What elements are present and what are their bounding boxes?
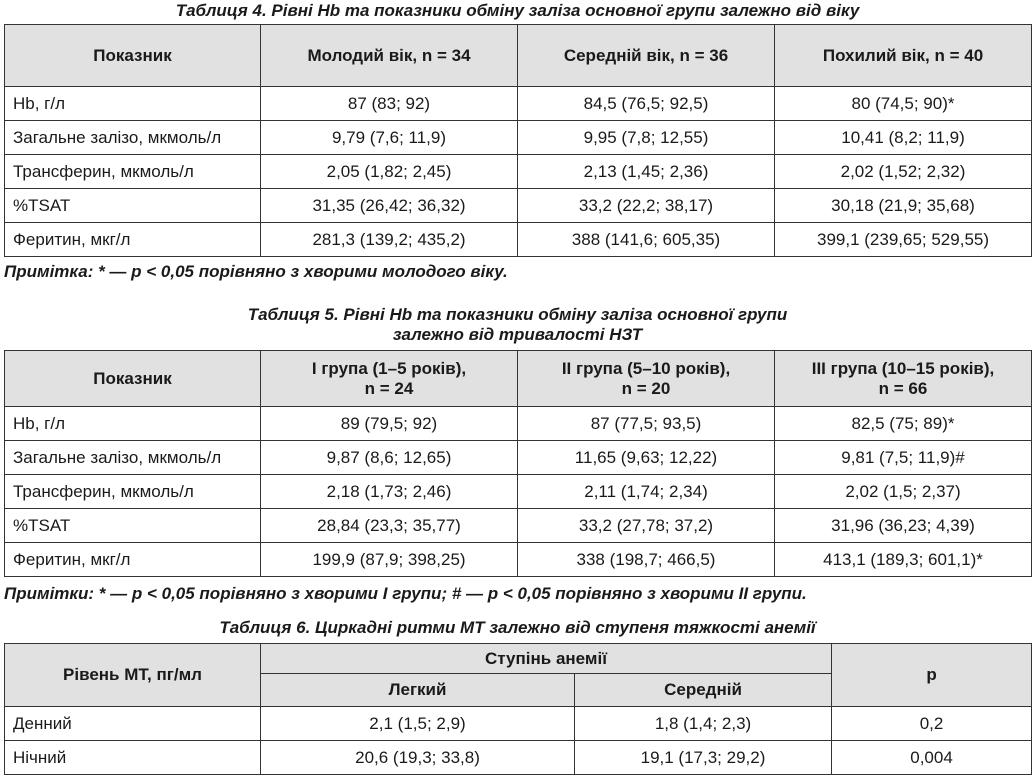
- table-cell: Hb, г/л: [5, 87, 261, 121]
- table-cell: 31,96 (36,23; 4,39): [775, 509, 1032, 543]
- table4-header-cell: Показник: [5, 25, 261, 87]
- table-cell: 0,004: [832, 741, 1032, 775]
- table-cell: Феритин, мкг/л: [5, 223, 261, 257]
- table-cell: 82,5 (75; 89)*: [775, 407, 1032, 441]
- table5-header-cell: [261, 351, 518, 407]
- table-cell: 11,65 (9,63; 12,22): [518, 441, 775, 475]
- table-cell: Нічний: [5, 741, 261, 775]
- table6-header-level: Рівень МТ, пг/мл: [5, 644, 261, 707]
- table-cell: 20,6 (19,3; 33,8): [261, 741, 575, 775]
- table-cell: 19,1 (17,3; 29,2): [575, 741, 832, 775]
- header-text: II група (5–10 років),: [561, 358, 731, 378]
- table-cell: 281,3 (139,2; 435,2): [261, 223, 518, 257]
- table5: [4, 350, 1032, 577]
- table-cell: 80 (74,5; 90)*: [775, 87, 1032, 121]
- table5-note: Примітки: * — p < 0,05 порівняно з хворими I групи; # — p < 0,05 порівняно з хворими II групи.: [4, 584, 807, 603]
- table-cell: 338 (198,7; 466,5): [518, 543, 775, 577]
- table-cell: 399,1 (239,65; 529,55): [775, 223, 1032, 257]
- table-cell: Трансферин, мкмоль/л: [5, 155, 261, 189]
- table-cell: 2,18 (1,73; 2,46): [261, 475, 518, 509]
- table-row: [5, 87, 1032, 121]
- table-row: [5, 155, 1032, 189]
- table-cell: 31,35 (26,42; 36,32): [261, 189, 518, 223]
- table-cell: 0,2: [832, 707, 1032, 741]
- table4-caption: Таблиця 4. Рівні Hb та показники обміну заліза основної групи залежно від віку: [175, 1, 860, 20]
- table-cell: 413,1 (189,3; 601,1)*: [775, 543, 1032, 577]
- table4-header-cell: Похилий вік, n = 40: [775, 25, 1032, 87]
- table5-header-row: [5, 351, 1032, 407]
- table-cell: 9,87 (8,6; 12,65): [261, 441, 518, 475]
- table-row: [5, 509, 1032, 543]
- table-cell: 2,1 (1,5; 2,9): [261, 707, 575, 741]
- table-cell: Hb, г/л: [5, 407, 261, 441]
- header-text: n = 24: [364, 378, 414, 398]
- table5-header-cell: [775, 351, 1032, 407]
- table-cell: Загальне залізо, мкмоль/л: [5, 121, 261, 155]
- table-row: [5, 223, 1032, 257]
- table-cell: 2,11 (1,74; 2,34): [518, 475, 775, 509]
- table-row: [5, 189, 1032, 223]
- header-text: n = 66: [878, 378, 928, 398]
- table-cell: 2,02 (1,5; 2,37): [775, 475, 1032, 509]
- table-row: [5, 707, 1032, 741]
- table6-caption: Таблиця 6. Циркадні ритми МТ залежно від ступеня тяжкості анемії: [219, 618, 816, 637]
- table5-header-cell: [5, 351, 261, 407]
- table5-caption-line1: Таблиця 5. Рівні Hb та показники обміну заліза основної групи: [247, 305, 788, 324]
- table-cell: 87 (77,5; 93,5): [518, 407, 775, 441]
- table6-header-p: p: [832, 644, 1032, 707]
- table-cell: %TSAT: [5, 189, 261, 223]
- table6: [4, 643, 1032, 775]
- table-cell: 9,95 (7,8; 12,55): [518, 121, 775, 155]
- table-cell: 30,18 (21,9; 35,68): [775, 189, 1032, 223]
- table-row: [5, 121, 1032, 155]
- table-row: [5, 741, 1032, 775]
- table-cell: 388 (141,6; 605,35): [518, 223, 775, 257]
- table-cell: %TSAT: [5, 509, 261, 543]
- table-cell: 10,41 (8,2; 11,9): [775, 121, 1032, 155]
- header-text: Показник: [93, 368, 172, 388]
- table-cell: 9,81 (7,5; 11,9)#: [775, 441, 1032, 475]
- table-row: [5, 441, 1032, 475]
- table-cell: 87 (83; 92): [261, 87, 518, 121]
- table6-header-moderate: Середній: [575, 674, 832, 707]
- table6-header-mild: Легкий: [261, 674, 575, 707]
- table-cell: 89 (79,5; 92): [261, 407, 518, 441]
- table-cell: 28,84 (23,3; 35,77): [261, 509, 518, 543]
- table-cell: 2,02 (1,52; 2,32): [775, 155, 1032, 189]
- table5-header-cell: [518, 351, 775, 407]
- table-cell: 199,9 (87,9; 398,25): [261, 543, 518, 577]
- table-cell: 33,2 (22,2; 38,17): [518, 189, 775, 223]
- header-text: III група (10–15 років),: [811, 358, 995, 378]
- table5-caption-line2: залежно від тривалості НЗТ: [392, 325, 643, 344]
- table-cell: Загальне залізо, мкмоль/л: [5, 441, 261, 475]
- table-cell: Трансферин, мкмоль/л: [5, 475, 261, 509]
- table-row: [5, 543, 1032, 577]
- table4-header-cell: Молодий вік, n = 34: [261, 25, 518, 87]
- table-row: [5, 407, 1032, 441]
- table-cell: 33,2 (27,78; 37,2): [518, 509, 775, 543]
- table-cell: 2,05 (1,82; 2,45): [261, 155, 518, 189]
- table-cell: Феритин, мкг/л: [5, 543, 261, 577]
- table4-note: Примітка: * — p < 0,05 порівняно з хворими молодого віку.: [4, 262, 508, 281]
- table-cell: 2,13 (1,45; 2,36): [518, 155, 775, 189]
- table4: [4, 24, 1032, 257]
- table4-header-cell: Середній вік, n = 36: [518, 25, 775, 87]
- table-cell: 9,79 (7,6; 11,9): [261, 121, 518, 155]
- table-cell: 84,5 (76,5; 92,5): [518, 87, 775, 121]
- table-row: [5, 475, 1032, 509]
- table4-header-row: [5, 25, 1032, 87]
- table6-header-row: [5, 644, 1032, 674]
- table6-header-group: Ступінь анемії: [261, 644, 832, 674]
- table-cell: Денний: [5, 707, 261, 741]
- header-text: n = 20: [621, 378, 671, 398]
- table-cell: 1,8 (1,4; 2,3): [575, 707, 832, 741]
- header-text: I група (1–5 років),: [311, 358, 467, 378]
